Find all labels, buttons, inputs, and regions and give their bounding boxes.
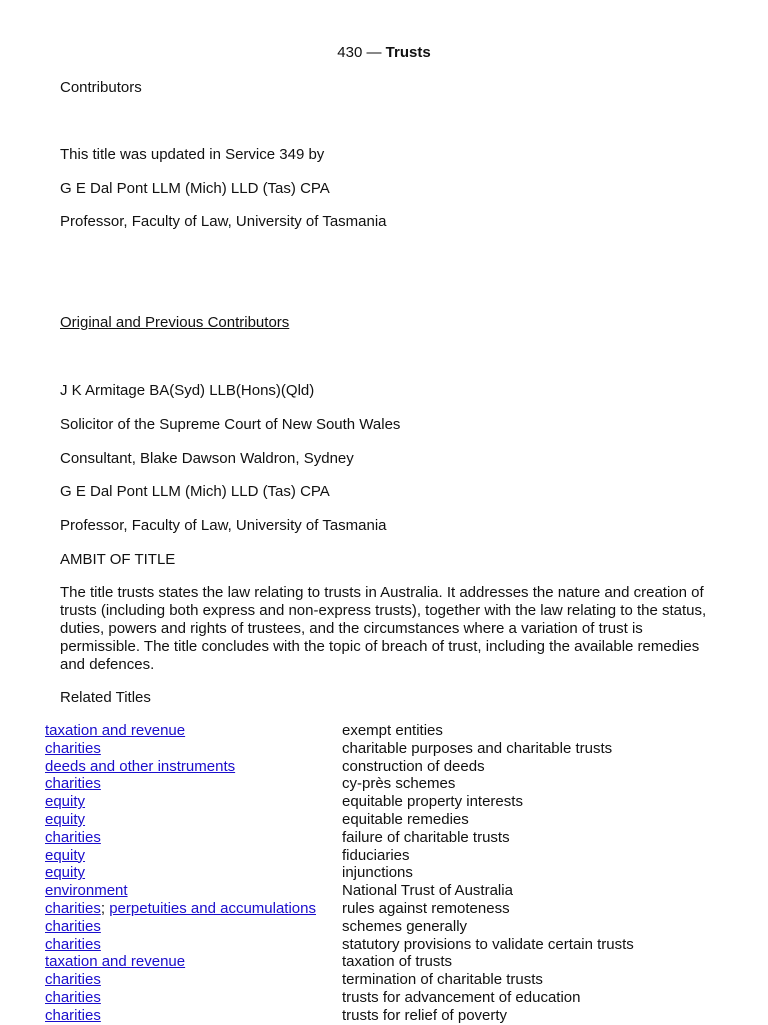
- link-separator: ;: [100, 899, 110, 917]
- related-title-link[interactable]: charities: [45, 739, 101, 757]
- previous-contributors-heading: Original and Previous Contributors: [60, 314, 290, 331]
- related-title-row: [0, 953, 768, 971]
- related-title-row: [0, 918, 768, 936]
- related-topic: taxation of trusts: [342, 953, 453, 971]
- related-title-row: [0, 847, 768, 865]
- related-title-links: [45, 775, 101, 793]
- related-topic: failure of charitable trusts: [342, 828, 510, 846]
- related-title-row: [0, 793, 768, 811]
- ambit-heading: AMBIT OF TITLE: [60, 551, 176, 568]
- related-title-links: [45, 811, 85, 829]
- related-title-links: [45, 740, 101, 758]
- related-title-links: [45, 882, 128, 900]
- related-topic: rules against remoteness: [342, 899, 510, 917]
- related-title-link[interactable]: equity: [45, 846, 86, 864]
- related-topic: fiduciaries: [342, 846, 410, 864]
- related-title-links: [45, 758, 235, 776]
- related-title-links: [45, 793, 85, 811]
- updated-by-text: This title was updated in Service 349 by: [60, 146, 325, 163]
- related-topic: termination of charitable trusts: [342, 971, 543, 989]
- previous-contributor-line: Consultant, Blake Dawson Waldron, Sydney: [60, 450, 354, 467]
- related-titles-table: [0, 722, 768, 1025]
- previous-contributor-line: G E Dal Pont LLM (Mich) LLD (Tas) CPA: [60, 483, 330, 500]
- related-topic: schemes generally: [342, 917, 468, 935]
- related-topic: construction of deeds: [342, 757, 485, 775]
- related-title-row: [0, 758, 768, 776]
- title-name: Trusts: [385, 44, 431, 61]
- related-title-row: [0, 829, 768, 847]
- related-title-links: [45, 847, 85, 865]
- current-contributor-name: G E Dal Pont LLM (Mich) LLD (Tas) CPA: [60, 180, 330, 197]
- related-title-row: [0, 775, 768, 793]
- related-title-link[interactable]: equity: [45, 864, 86, 882]
- related-title-links: [45, 900, 316, 918]
- related-title-links: [45, 1007, 101, 1025]
- related-title-links: [45, 953, 185, 971]
- related-title-row: [0, 900, 768, 918]
- related-title-links: [45, 918, 101, 936]
- related-title-links: [45, 722, 185, 740]
- related-title-link[interactable]: charities: [45, 899, 101, 917]
- ambit-paragraph: The title trusts states the law relating to trusts in Australia. It addresses the nature and creation of trusts (including both express and non-express trusts), together with the law relating to the status, duties, powers and rights of trustees, and the circumstances where a variation of trust is permissible. The title concludes with the topic of breach of trust, including the available remedies and defences.: [60, 584, 707, 673]
- related-topic: equitable property interests: [342, 793, 523, 811]
- related-title-link[interactable]: charities: [45, 935, 101, 953]
- related-title-row: [0, 971, 768, 989]
- related-title-row: [0, 722, 768, 740]
- previous-contributor-line: Solicitor of the Supreme Court of New South Wales: [60, 416, 401, 433]
- related-title-links: [45, 989, 101, 1007]
- previous-contributor-line: J K Armitage BA(Syd) LLB(Hons)(Qld): [60, 382, 315, 399]
- related-title-link[interactable]: charities: [45, 917, 101, 935]
- related-title-link[interactable]: charities: [45, 828, 101, 846]
- page-title: [0, 44, 768, 61]
- related-topic: cy-près schemes: [342, 775, 456, 793]
- related-title-row: [0, 989, 768, 1007]
- related-title-link[interactable]: charities: [45, 1006, 101, 1024]
- related-topic: equitable remedies: [342, 810, 469, 828]
- current-contributor-role: Professor, Faculty of Law, University of Tasmania: [60, 213, 387, 230]
- related-title-link[interactable]: perpetuities and accumulations: [109, 899, 316, 917]
- related-topic: statutory provisions to validate certain trusts: [342, 935, 634, 953]
- related-title-link[interactable]: taxation and revenue: [45, 722, 186, 739]
- related-title-links: [45, 936, 101, 954]
- related-titles-heading: Related Titles: [60, 689, 151, 706]
- related-title-link[interactable]: deeds and other instruments: [45, 757, 236, 775]
- related-title-link[interactable]: environment: [45, 882, 128, 900]
- title-number: 430 —: [337, 44, 386, 61]
- related-title-link[interactable]: equity: [45, 793, 86, 811]
- related-title-link[interactable]: charities: [45, 988, 101, 1006]
- related-title-link[interactable]: charities: [45, 775, 101, 793]
- related-title-links: [45, 864, 85, 882]
- related-topic: charitable purposes and charitable trusts: [342, 739, 613, 757]
- related-topic: trusts for advancement of education: [342, 988, 581, 1006]
- related-title-row: [0, 882, 768, 900]
- related-title-row: [0, 811, 768, 829]
- related-topic: National Trust of Australia: [342, 882, 513, 900]
- related-title-link[interactable]: equity: [45, 810, 86, 828]
- related-title-link[interactable]: taxation and revenue: [45, 953, 186, 971]
- related-title-row: [0, 936, 768, 954]
- related-title-link[interactable]: charities: [45, 971, 101, 989]
- related-title-row: [0, 740, 768, 758]
- related-title-links: [45, 971, 101, 989]
- related-topic: trusts for relief of poverty: [342, 1006, 508, 1024]
- contributors-heading: Contributors: [60, 79, 142, 96]
- previous-contributor-line: Professor, Faculty of Law, University of Tasmania: [60, 517, 387, 534]
- related-title-links: [45, 829, 101, 847]
- related-topic: exempt entities: [342, 722, 443, 739]
- related-title-row: [0, 864, 768, 882]
- related-topic: injunctions: [342, 864, 413, 882]
- related-title-row: [0, 1007, 768, 1025]
